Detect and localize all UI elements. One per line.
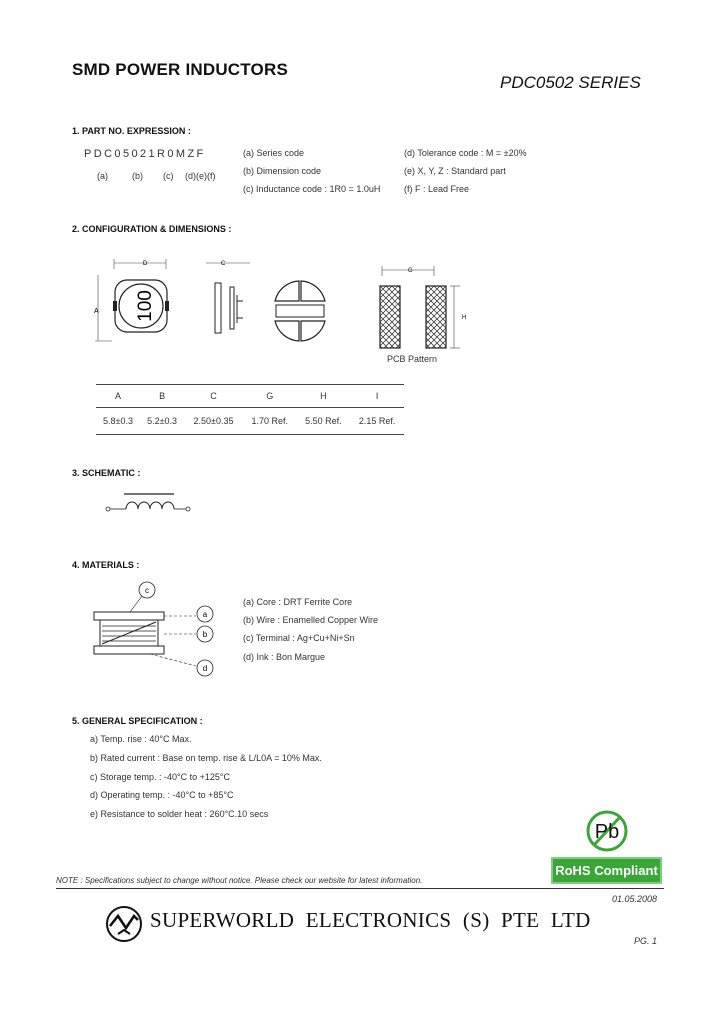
desc-standard-part: (e) X, Y, Z : Standard part (404, 166, 506, 176)
dim-letter-d: D (143, 261, 148, 267)
dim-header-b: B (140, 385, 184, 408)
dimension-table-header (96, 385, 404, 408)
series-name: PDC0502 SERIES (500, 73, 641, 92)
pb-symbol-text: Pb (594, 821, 620, 843)
bottom-view-drawing (275, 281, 325, 341)
dim-value-h: 5.50 Ref. (297, 408, 351, 435)
desc-inductance-code: (c) Inductance code : 1R0 = 1.0uH (243, 184, 381, 194)
material-core: (a) Core : DRT Ferrite Core (243, 597, 353, 607)
company-logo-icon (104, 904, 144, 944)
spec-temp-rise: a) Temp. rise : 40°C Max. (90, 734, 192, 744)
rohs-compliant-badge: RoHS Compliant (551, 857, 662, 884)
document-date: 01.05.2008 (612, 894, 658, 904)
desc-dimension-code: (b) Dimension code (243, 166, 322, 176)
spec-solder-heat: e) Resistance to solder heat : 260°C.10 secs (90, 809, 269, 819)
desc-tolerance-code: (d) Tolerance code : M = ±20% (404, 148, 527, 158)
section-configuration-heading: 2. CONFIGURATION & DIMENSIONS : (72, 224, 232, 234)
code-label-b: (b) (132, 171, 143, 181)
code-label-c: (c) (163, 171, 174, 181)
callout-b: b (202, 630, 208, 639)
dim-value-i: 2.15 Ref. (350, 408, 404, 435)
company-name: SUPERWORLD ELECTRONICS (S) PTE LTD (150, 908, 591, 932)
materials-cross-section (90, 578, 230, 678)
dim-value-g: 1.70 Ref. (243, 408, 297, 435)
pcb-pattern-label: PCB Pattern (387, 354, 438, 364)
dimension-table-row (96, 408, 404, 435)
document-title: SMD POWER INDUCTORS (72, 60, 288, 79)
spec-rated-current: b) Rated current : Base on temp. rise & L/L0A = 10% Max. (90, 753, 322, 763)
dim-value-a: 5.8±0.3 (96, 408, 140, 435)
code-label-a: (a) (97, 171, 108, 181)
spec-operating-temp: d) Operating temp. : -40°C to +85°C (90, 790, 234, 800)
callout-a: a (202, 610, 208, 619)
material-wire: (b) Wire : Enamelled Copper Wire (243, 615, 379, 625)
desc-lead-free: (f) F : Lead Free (404, 184, 470, 194)
section-spec-heading: 5. GENERAL SPECIFICATION : (72, 716, 203, 726)
dim-header-g: G (243, 385, 297, 408)
schematic-inductor-symbol (104, 490, 194, 520)
dim-header-h: H (297, 385, 351, 408)
dim-value-c: 2.50±0.35 (184, 408, 243, 435)
desc-series-code: (a) Series code (243, 148, 305, 158)
footer-note: NOTE : Specifications subject to change without notice. Please check our website for latest information. (56, 876, 423, 885)
code-label-def: (d)(e)(f) (185, 171, 216, 181)
footer-divider (56, 888, 664, 889)
pb-free-icon (584, 808, 630, 854)
side-view-drawing (206, 263, 250, 333)
inductor-marking: 100 (135, 290, 156, 322)
section-materials-heading: 4. MATERIALS : (72, 560, 140, 570)
part-code: PDC05021R0MZF (84, 148, 206, 160)
section-part-no-heading: 1. PART NO. EXPRESSION : (72, 126, 191, 136)
material-ink: (d) Ink : Bon Margue (243, 652, 326, 662)
dim-value-b: 5.2±0.3 (140, 408, 184, 435)
dim-header-i: I (350, 385, 404, 408)
dim-letter-g: G (408, 268, 413, 274)
callout-d: d (202, 664, 208, 673)
dim-header-a: A (96, 385, 140, 408)
material-terminal: (c) Terminal : Ag+Cu+Ni+Sn (243, 633, 355, 643)
dim-letter-c: C (221, 261, 226, 267)
section-schematic-heading: 3. SCHEMATIC : (72, 468, 141, 478)
dim-letter-h: H (462, 315, 467, 321)
dim-header-c: C (184, 385, 243, 408)
dim-letter-a: A (94, 308, 99, 315)
page-number: PG. 1 (634, 936, 658, 946)
dimension-drawings (90, 255, 340, 350)
spec-storage-temp: c) Storage temp. : -40°C to +125°C (90, 772, 231, 782)
pcb-pattern-drawing (374, 262, 474, 352)
dimension-table (96, 384, 404, 435)
callout-c: c (145, 586, 149, 595)
top-view-drawing (95, 259, 169, 341)
